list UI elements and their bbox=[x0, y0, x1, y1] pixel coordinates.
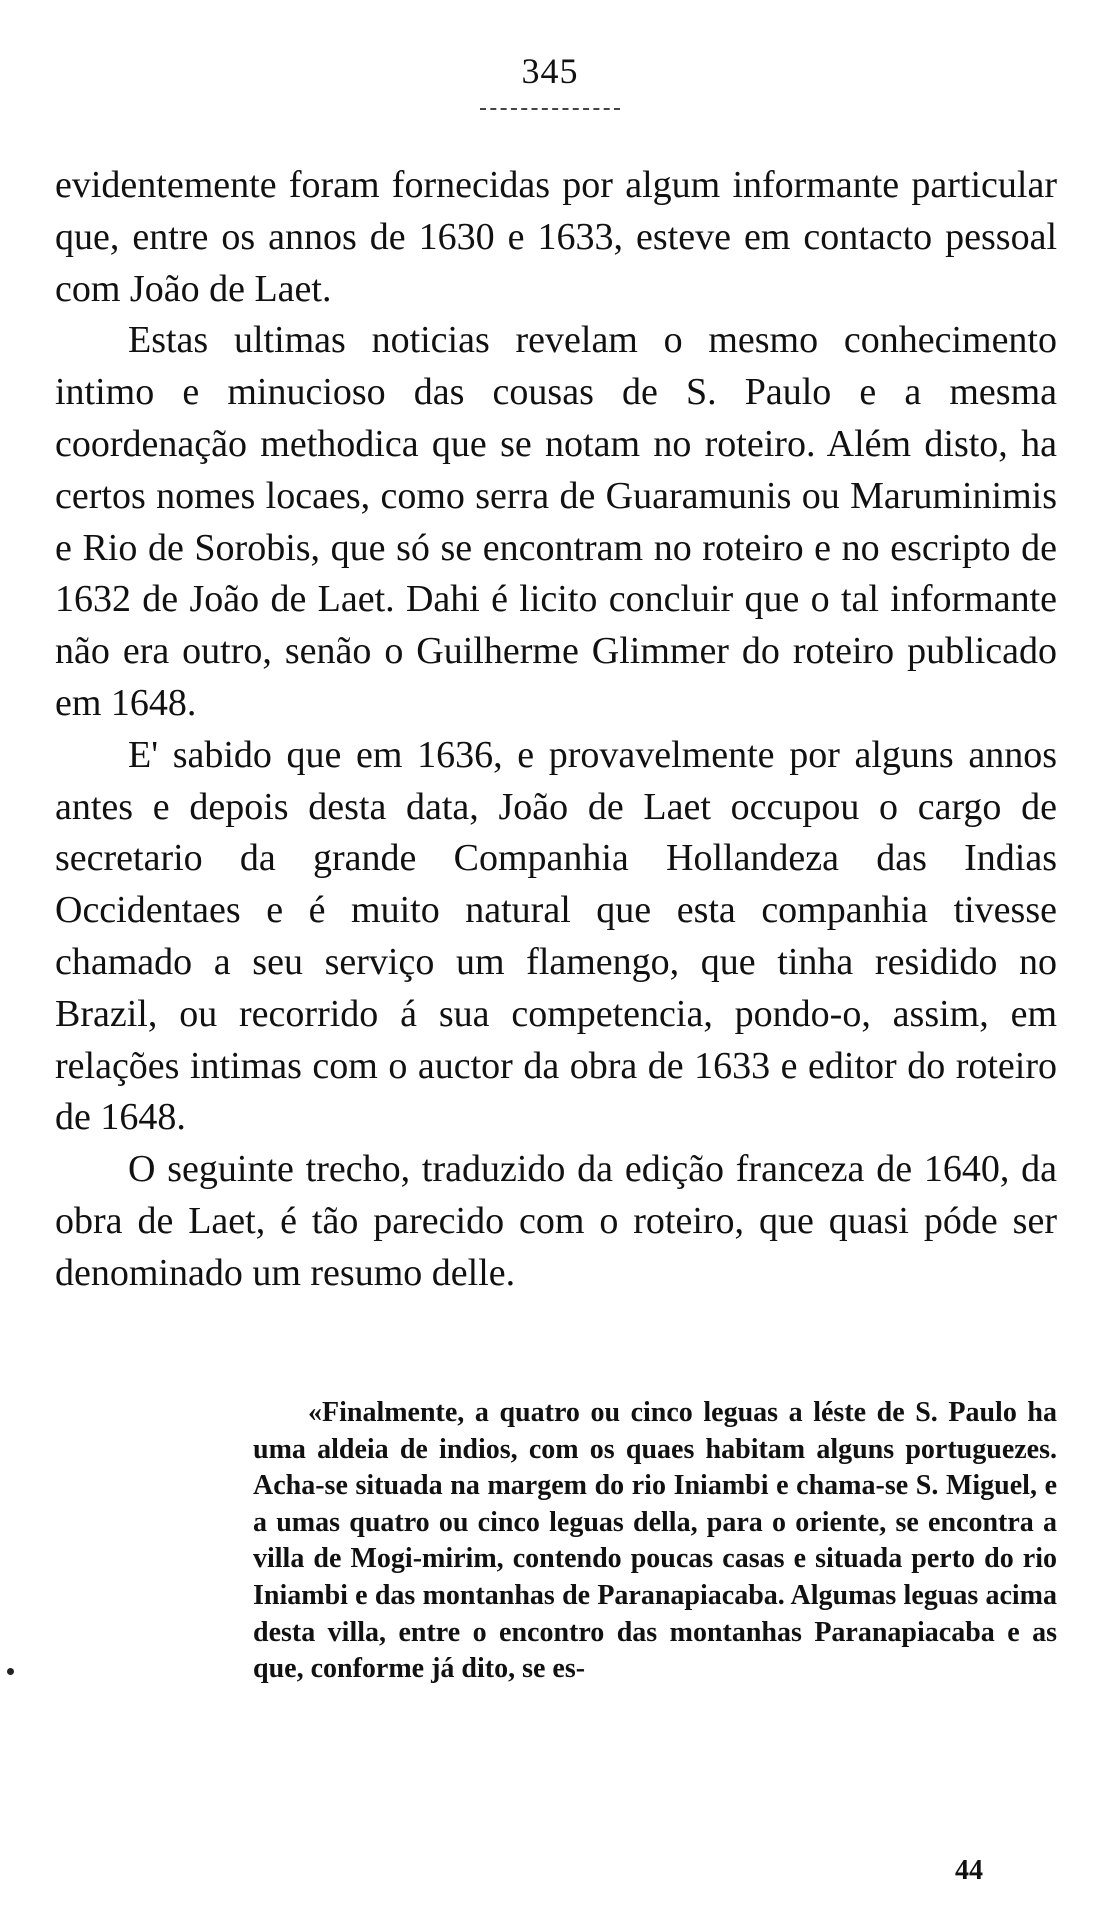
main-text bbox=[55, 160, 1057, 1300]
ink-speck bbox=[7, 1668, 14, 1675]
paragraph: Estas ultimas noticias revelam o mesmo conhecimento intimo e minucioso das cousas de S. Paulo e a mesma coordenação methodica que se notam no roteiro. Além disto, ha certos nomes locaes, como serra de Guaramunis ou Maruminimis e Rio de Sorobis, que só se encontram no roteiro e no escripto de 1632 de João de Laet. Dahi é licito concluir que o tal informante não era outro, senão o Guilherme Glimmer do roteiro publicado em 1648. bbox=[55, 319, 1057, 724]
page-number: 345 bbox=[521, 51, 579, 91]
paragraph: E' sabido que em 1636, e provavelmente por alguns annos antes e depois desta data, João de Laet occupou o cargo de secretario da grande Companhia Hollandeza das Indias Occidentaes e é muito natural que esta companhia tivesse chamado a seu serviço um flamengo, que tinha residido no Brazil, ou recorrido á sua competencia, pondo-o, assim, em relações intimas com o auctor da obra de 1633 e editor do roteiro de 1648. bbox=[55, 733, 1057, 1139]
quote-text: «Finalmente, a quatro ou cinco leguas a léste de S. Paulo ha uma aldeia de indios, com os quaes habitam alguns portuguezes. Acha-se situada na margem do rio Iniambi e chama-se S. Miguel, e a umas quatro ou cinco leguas della, para o oriente, se encontra a villa de Mogi-mirim, contendo poucas casas e situada perto do rio Iniambi e das montanhas de Paranapiacaba. Algumas leguas acima desta villa, entre o encontro das montanhas Paranapiacaba e as que, conforme já dito, se es- bbox=[253, 1397, 1057, 1685]
paragraph: O seguinte trecho, traduzido da edição franceza de 1640, da obra de Laet, é tão parecido com o roteiro, que quasi póde ser denominado um resumo delle. bbox=[55, 1148, 1057, 1294]
block-quote bbox=[253, 1395, 1057, 1688]
signature-mark: 44 bbox=[955, 1855, 983, 1886]
paragraph-continued: evidentemente foram fornecidas por algum informante particular que, entre os annos de 1630 e 1633, esteve em contacto pessoal com João de Laet. bbox=[55, 164, 1057, 310]
page-number-rule bbox=[480, 108, 620, 110]
